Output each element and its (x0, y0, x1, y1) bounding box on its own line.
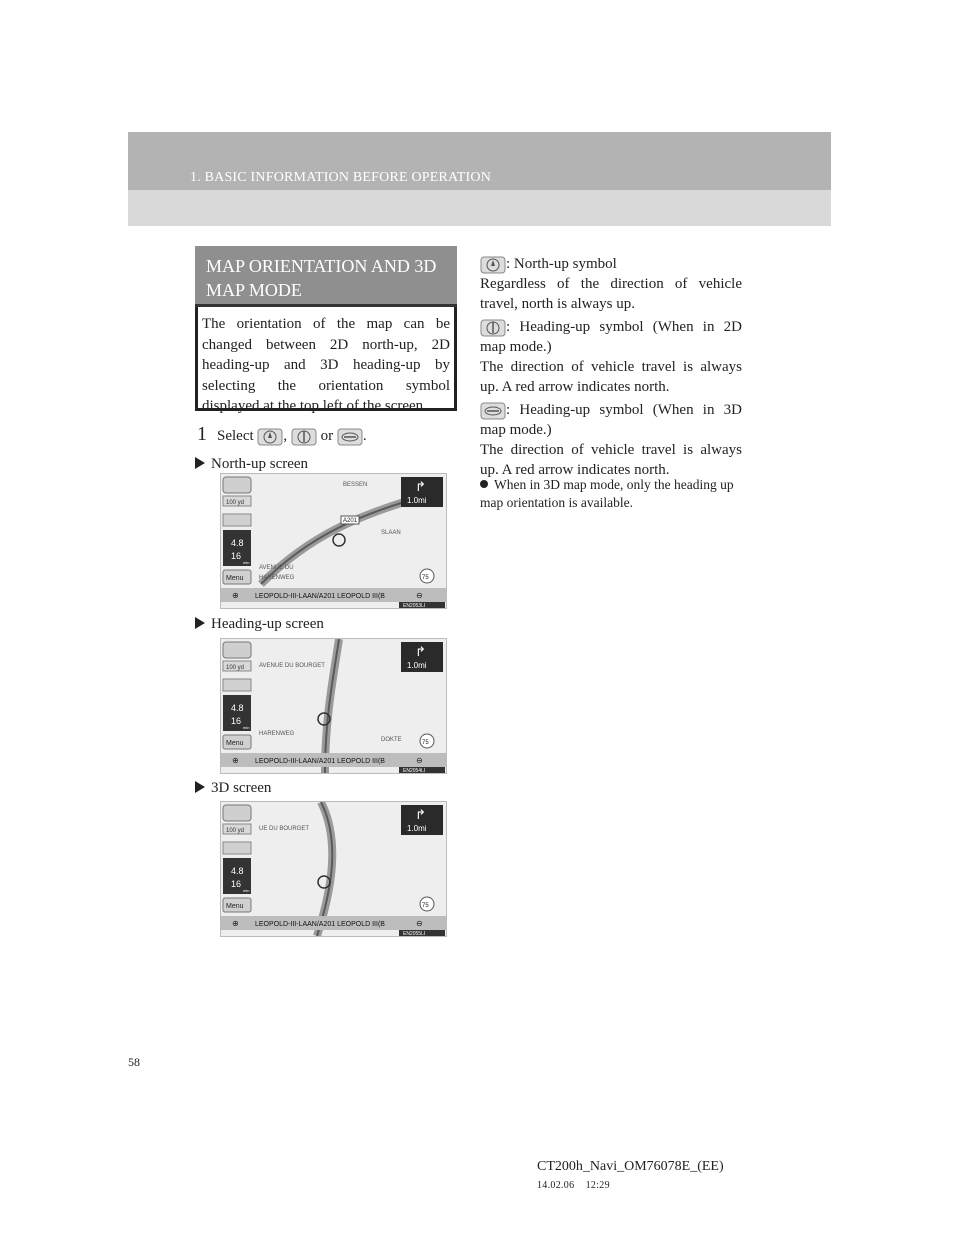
intro-text: The orientation of the map can be changed between 2D north-up, 2D heading-up and 3D heading-up by selecting the orientation symbol displayed at the top left of the screen. (202, 316, 450, 414)
symbol-heading-up-3d: : Heading-up symbol (When in 3D map mode.) The direction of vehicle travel is always up. A red arrow indicates north. (480, 402, 742, 478)
screen-label-heading-up: Heading-up screen (195, 615, 324, 633)
symbol-name: Heading-up symbol (When in 2D map mode.) (480, 319, 742, 355)
distance-text: 1.0mi (407, 496, 427, 505)
header-title: 1. BASIC INFORMATION BEFORE OPERATION (190, 170, 492, 185)
time-value: 16 (231, 879, 242, 889)
menu-label: Menu (226, 903, 244, 910)
time-value: 16 (231, 551, 242, 561)
speed-value: 4.8 (231, 703, 244, 713)
speed-limit-text: 75 (422, 740, 429, 746)
map-svg (221, 474, 446, 608)
symbol-desc: The direction of vehicle travel is always up. A red arrow indicates north. (480, 359, 742, 395)
turn-arrow-icon: ↱ (415, 807, 426, 822)
zoom-out-icon: ⊖ (416, 919, 423, 928)
heading-up-2d-icon (291, 428, 317, 446)
image-code: EN2055LI (403, 931, 426, 936)
view-button (223, 679, 251, 691)
symbol-desc: The direction of vehicle travel is always up. A red arrow indicates north. (480, 442, 742, 478)
orientation-button (223, 642, 251, 658)
page-number: 58 (128, 1055, 140, 1069)
time-unit: min (243, 560, 250, 565)
step-select-text: Select (217, 428, 254, 444)
scale-text: 100 yd (226, 665, 245, 671)
map-label-a: AVENUE DU (259, 565, 294, 571)
route-bar-text: LEOPOLD-III-LAAN/A201 LEOPOLD III(B (255, 921, 385, 928)
step-instruction (217, 427, 367, 446)
scale-text: 100 yd (226, 500, 245, 506)
menu-label: Menu (226, 740, 244, 747)
menu-label: Menu (226, 575, 244, 582)
symbol-north-up: : North-up symbol Regardless of the direction of vehicle travel, north is always up. (480, 256, 742, 312)
distance-text: 1.0mi (407, 661, 427, 670)
step-sep-2: or (320, 428, 334, 444)
map-street-label: BESSEN (343, 482, 368, 488)
screen-label-3d: 3D screen (195, 779, 271, 797)
route-bar-text: LEOPOLD-III-LAAN/A201 LEOPOLD III(B (255, 593, 385, 600)
map-label-b: HARENWEG (259, 575, 295, 581)
map-svg (221, 639, 446, 773)
zoom-out-icon: ⊖ (416, 591, 423, 600)
symbol-name: Heading-up symbol (When in 3D map mode.) (480, 402, 742, 438)
view-button (223, 842, 251, 854)
orientation-button (223, 477, 251, 493)
zoom-in-icon: ⊕ (232, 591, 239, 600)
heading-up-3d-icon (337, 428, 363, 446)
header-subband (128, 190, 831, 226)
north-up-icon (257, 428, 283, 446)
section-title: MAP ORIENTATION AND 3D MAP MODE (206, 256, 437, 300)
time-unit: min (243, 888, 250, 893)
map-label-a: AVENUE DU BOURGET (259, 663, 325, 669)
turn-arrow-icon: ↱ (415, 644, 426, 659)
map-label-c: SLAAN (381, 530, 401, 536)
orientation-button (223, 805, 251, 821)
speed-limit-text: 75 (422, 575, 429, 581)
screen-label-north-up: North-up screen (195, 455, 308, 473)
symbol-name: North-up symbol (513, 256, 617, 272)
zoom-in-icon: ⊕ (232, 919, 239, 928)
speed-value: 4.8 (231, 866, 244, 876)
step-sep-1: , (283, 428, 288, 444)
footer-manual-id: CT200h_Navi_OM76078E_(EE) (537, 1159, 724, 1174)
map-label-a: UE DU BOURGET (259, 826, 310, 832)
route-bar-text: LEOPOLD-III-LAAN/A201 LEOPOLD III(B (255, 758, 385, 765)
road-shield-text: A201 (343, 518, 358, 524)
map-label-b: HARENWEG (259, 731, 295, 737)
time-unit: min (243, 725, 250, 730)
north-up-icon (480, 256, 506, 274)
step-number: 1 (197, 423, 207, 445)
map-label-c: DOKTE (381, 737, 402, 743)
3d-screenshot (220, 801, 447, 937)
heading-up-3d-icon (480, 402, 506, 420)
image-code: EN2054LI (403, 768, 426, 773)
bullet-dot-icon (480, 480, 488, 488)
scale-text: 100 yd (226, 828, 245, 834)
zoom-out-icon: ⊖ (416, 756, 423, 765)
speed-value: 4.8 (231, 538, 244, 548)
heading-up-screenshot (220, 638, 447, 774)
image-code: EN2053LI (403, 603, 426, 608)
speed-limit-text: 75 (422, 903, 429, 909)
distance-text: 1.0mi (407, 824, 427, 833)
time-value: 16 (231, 716, 242, 726)
turn-arrow-icon: ↱ (415, 479, 426, 494)
zoom-in-icon: ⊕ (232, 756, 239, 765)
note-3d: When in 3D map mode, only the heading up map orientation is available. (480, 477, 734, 510)
symbol-desc: Regardless of the direction of vehicle travel, north is always up. (480, 276, 742, 312)
symbol-heading-up-2d: : Heading-up symbol (When in 2D map mode.) The direction of vehicle travel is always up. A red arrow indicates north. (480, 319, 742, 395)
map-svg (221, 802, 446, 936)
footer-timestamp: 14.02.06 12:29 (537, 1180, 610, 1191)
view-button (223, 514, 251, 526)
north-up-screenshot (220, 473, 447, 609)
heading-up-2d-icon (480, 319, 506, 337)
step-end: . (362, 428, 367, 444)
